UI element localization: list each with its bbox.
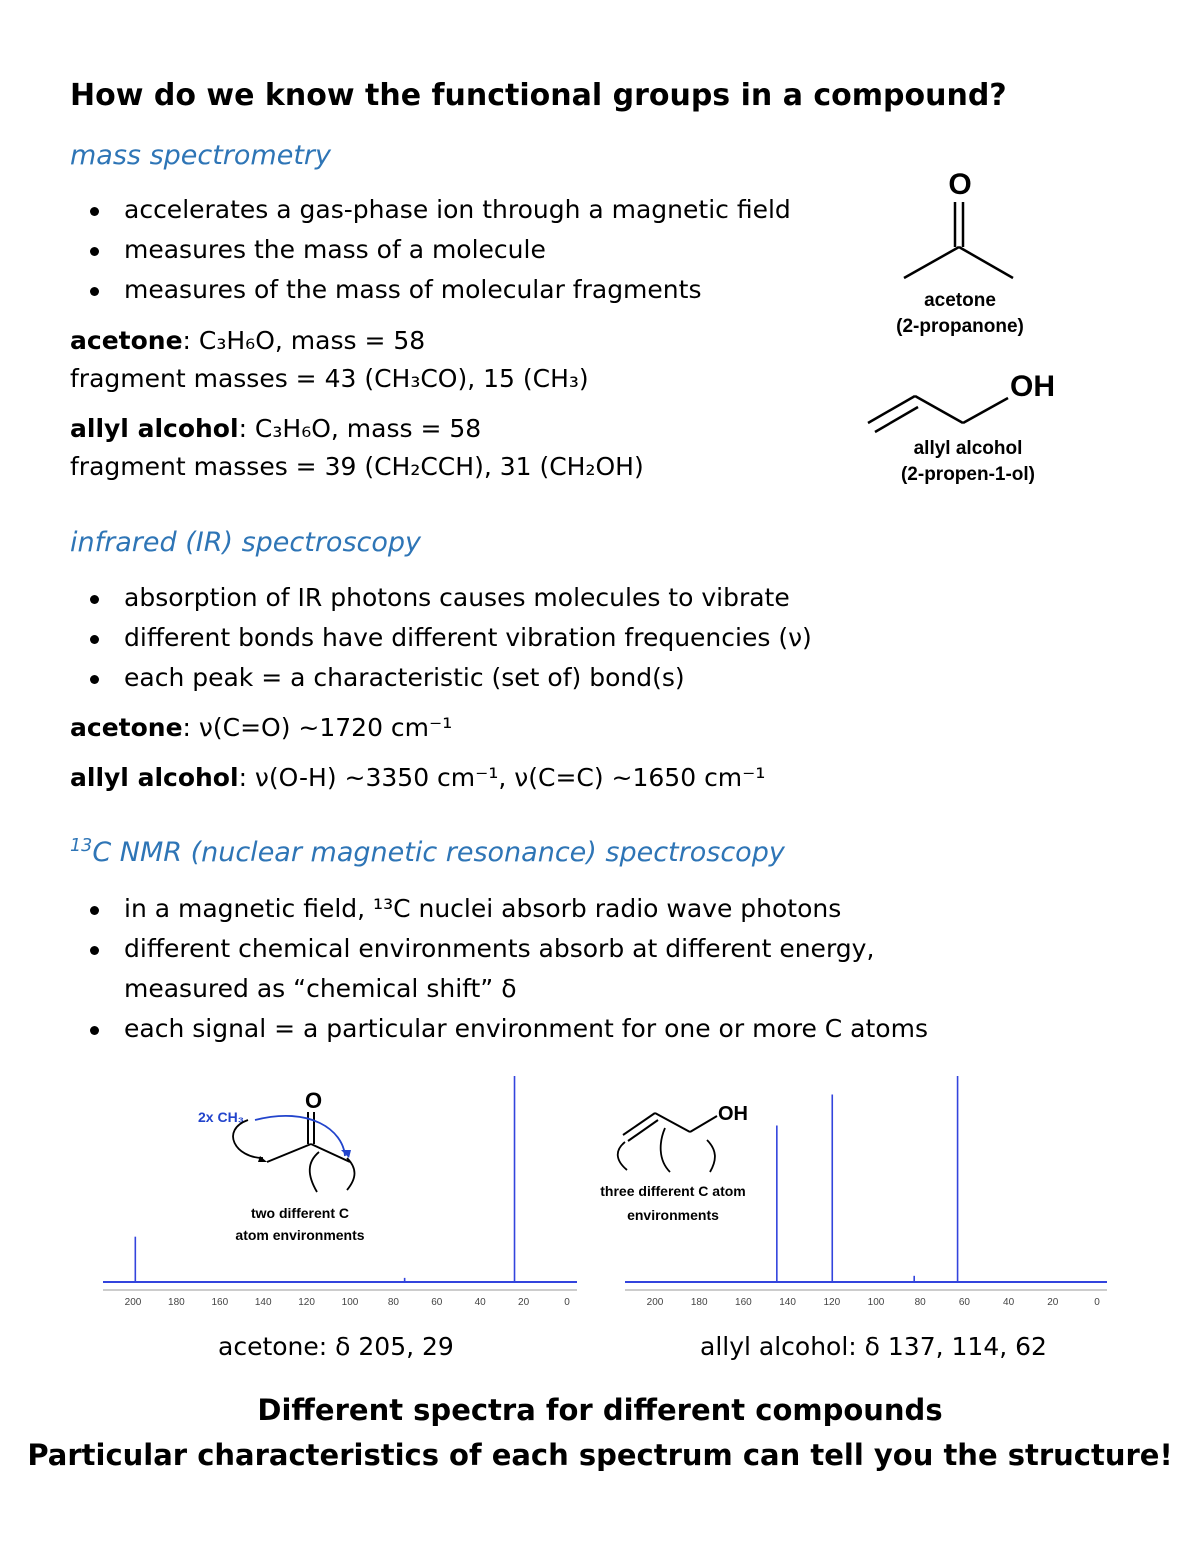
spectrum-allyl-structure bbox=[623, 1113, 717, 1141]
tick-label: 60 bbox=[431, 1297, 443, 1308]
list-item: absorption of IR photons causes molecules to vibrate bbox=[88, 578, 812, 618]
allyl-alcohol-structure bbox=[868, 396, 1008, 432]
tick-label: 160 bbox=[211, 1297, 229, 1308]
allyl-formula: : C₃H₆O, mass = 58 bbox=[238, 414, 482, 443]
ir-bullets bbox=[88, 578, 812, 698]
list-item-line: different chemical environments absorb at different energy, bbox=[124, 934, 875, 963]
compound-name: acetone bbox=[70, 326, 183, 355]
allyl-annotation-line2: environments bbox=[627, 1207, 719, 1223]
tick-label: 80 bbox=[914, 1297, 926, 1308]
tick-label: 20 bbox=[1047, 1297, 1059, 1308]
allyl-annotation-line1: three different C atom bbox=[600, 1183, 746, 1199]
allyl-mass-line bbox=[70, 414, 481, 443]
footer-line1: Different spectra for different compounds bbox=[257, 1393, 943, 1427]
allyl-alcohol-nmr-spectrum bbox=[600, 1070, 1115, 1320]
acetone-ir-value: : ν(C=O) ~1720 cm⁻¹ bbox=[182, 713, 453, 742]
nmr-bullets bbox=[88, 889, 928, 1049]
acetone-mass-line bbox=[70, 326, 425, 355]
tick-label: 200 bbox=[646, 1297, 664, 1308]
acetone-spectrum-caption: acetone: δ 205, 29 bbox=[218, 1332, 454, 1361]
tick-label: 120 bbox=[823, 1297, 841, 1308]
allyl-oh-label: OH bbox=[1010, 370, 1055, 403]
spectrum-peaks bbox=[625, 1076, 1107, 1282]
allyl-fragments: fragment masses = 39 (CH₂CCH), 31 (CH₂OH) bbox=[70, 452, 644, 481]
spectrum-ticks bbox=[103, 1290, 577, 1308]
arrowhead-icon bbox=[258, 1156, 267, 1162]
list-item: each peak = a characteristic (set of) bond(s) bbox=[88, 658, 812, 698]
compound-name: allyl alcohol bbox=[70, 763, 239, 792]
acetone-structure-label bbox=[860, 288, 1060, 340]
tick-label: 200 bbox=[124, 1297, 142, 1308]
spectrum-ticks bbox=[625, 1290, 1107, 1308]
tick-label: 120 bbox=[298, 1297, 315, 1308]
acetone-oxygen-label: O bbox=[948, 168, 972, 201]
tick-label: 140 bbox=[779, 1297, 796, 1308]
allyl-name: allyl alcohol bbox=[913, 438, 1023, 459]
nmr-heading-superscript: 13 bbox=[70, 836, 93, 856]
acetone-fragments: fragment masses = 43 (CH₃CO), 15 (CH₃) bbox=[70, 364, 589, 393]
tick-label: 60 bbox=[958, 1297, 970, 1308]
list-item: in a magnetic field, ¹³C nuclei absorb radio wave photons bbox=[88, 889, 928, 929]
spectrum-peaks bbox=[103, 1076, 577, 1282]
list-item bbox=[88, 929, 928, 1009]
acetone-iupac-name: (2-propanone) bbox=[896, 316, 1024, 337]
acetone-annotation-line2: atom environments bbox=[235, 1227, 365, 1243]
acetone-structure bbox=[904, 202, 1013, 278]
acetone-ch3-label: 2x CH₃ bbox=[198, 1109, 245, 1125]
footer-line2: Particular characteristics of each spectrum can tell you the structure! bbox=[27, 1438, 1173, 1472]
compound-name: allyl alcohol bbox=[70, 414, 239, 443]
allyl-spectrum-caption: allyl alcohol: δ 137, 114, 62 bbox=[700, 1332, 1047, 1361]
page-title: How do we know the functional groups in a compound? bbox=[70, 78, 1007, 113]
tick-label: 160 bbox=[735, 1297, 752, 1308]
list-item-line: measured as “chemical shift” δ bbox=[124, 974, 517, 1003]
section-heading-mass-spec: mass spectrometry bbox=[70, 140, 332, 171]
tick-label: 20 bbox=[518, 1297, 530, 1308]
list-item: measures the mass of a molecule bbox=[88, 230, 791, 270]
arrowhead-icon bbox=[341, 1150, 351, 1158]
tick-label: 140 bbox=[254, 1297, 272, 1308]
arrow-ch3-left bbox=[233, 1120, 263, 1158]
list-item: accelerates a gas-phase ion through a magnetic field bbox=[88, 190, 791, 230]
section-heading-nmr bbox=[70, 836, 785, 868]
allyl-ir-line bbox=[70, 763, 765, 792]
spectrum-oh-label: OH bbox=[718, 1103, 748, 1125]
spectrum-oxygen-label: O bbox=[305, 1088, 323, 1113]
acetone-formula: : C₃H₆O, mass = 58 bbox=[182, 326, 426, 355]
tick-label: 0 bbox=[1094, 1297, 1100, 1308]
section-heading-ir: infrared (IR) spectroscopy bbox=[70, 527, 421, 558]
tick-label: 180 bbox=[168, 1297, 185, 1308]
tick-label: 40 bbox=[474, 1297, 486, 1308]
tick-label: 100 bbox=[341, 1297, 359, 1308]
list-item: measures of the mass of molecular fragments bbox=[88, 270, 791, 310]
allyl-structure-label bbox=[858, 436, 1078, 488]
arrow-ch3-right bbox=[255, 1116, 345, 1156]
allyl-ir-value: : ν(O-H) ~3350 cm⁻¹, ν(C=C) ~1650 cm⁻¹ bbox=[238, 763, 766, 792]
acetone-annotation-line1: two different C bbox=[251, 1205, 349, 1221]
tick-label: 80 bbox=[387, 1297, 399, 1308]
acetone-nmr-spectrum bbox=[95, 1070, 585, 1320]
compound-name: acetone bbox=[70, 713, 183, 742]
allyl-iupac-name: (2-propen-1-ol) bbox=[900, 464, 1036, 485]
nmr-heading-text: C NMR (nuclear magnetic resonance) spectroscopy bbox=[92, 837, 785, 868]
tick-label: 180 bbox=[690, 1297, 708, 1308]
tick-label: 40 bbox=[1003, 1297, 1015, 1308]
tick-label: 100 bbox=[867, 1297, 885, 1308]
mass-spec-bullets bbox=[88, 190, 791, 310]
list-item: different bonds have different vibration frequencies (ν) bbox=[88, 618, 812, 658]
acetone-ir-line bbox=[70, 713, 452, 742]
list-item: each signal = a particular environment for one or more C atoms bbox=[88, 1009, 928, 1049]
acetone-name: acetone bbox=[924, 290, 996, 311]
tick-label: 0 bbox=[564, 1297, 570, 1308]
